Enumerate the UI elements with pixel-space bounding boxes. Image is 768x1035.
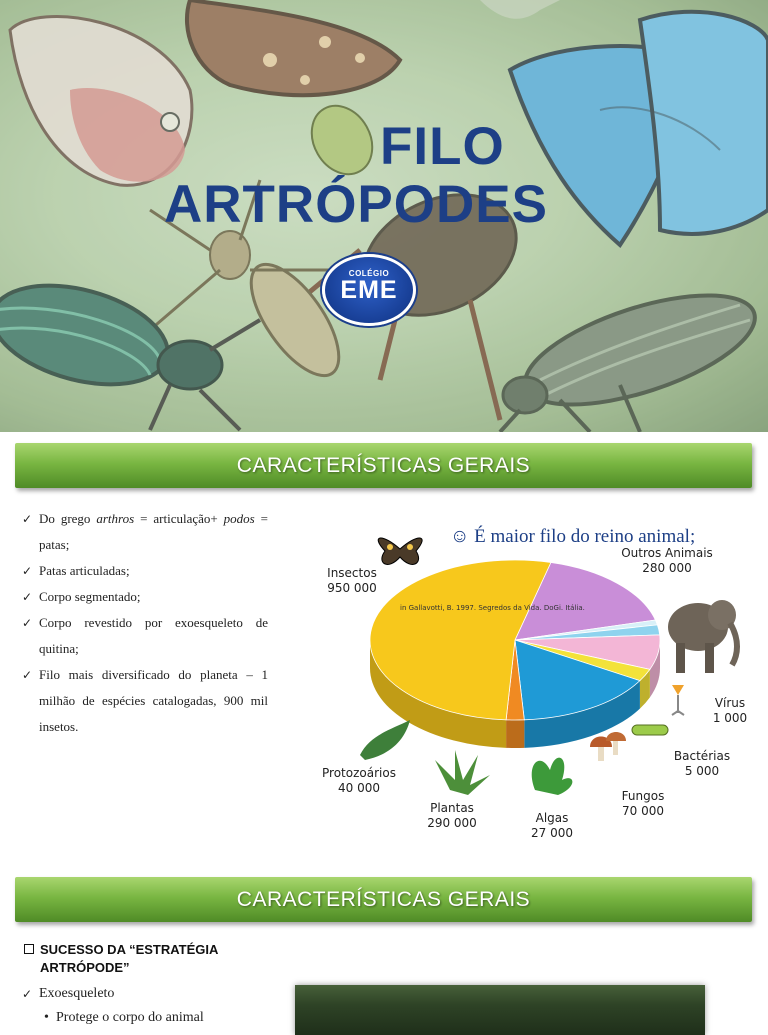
pie-slice-wall bbox=[506, 720, 524, 748]
algae-icon bbox=[532, 758, 573, 795]
chart-source-note: in Gallavotti, B. 1997. Segredos da Vida. DoGi. Itália. bbox=[400, 604, 585, 612]
section-header-bar bbox=[15, 443, 752, 488]
cover-slide bbox=[0, 0, 768, 432]
list-item: ✓ Patas articuladas; bbox=[20, 558, 268, 584]
strategy-subtitle-text: SUCESSO DA “ESTRATÉGIA ARTRÓPODE” bbox=[40, 942, 218, 975]
list-item: ✓ Filo mais diversificado do planeta – 1 milhão de espécies catalogadas, 900 mil insetos. bbox=[20, 662, 268, 740]
species-pie-chart bbox=[300, 515, 755, 845]
pie-label: Bactérias bbox=[673, 749, 731, 763]
butterfly-icon bbox=[378, 538, 422, 564]
bacteria-icon bbox=[632, 725, 668, 735]
item-text-italic: podos bbox=[223, 511, 255, 526]
pie-label: Fungos bbox=[621, 789, 665, 803]
pie-value-label: 280 000 bbox=[642, 561, 692, 575]
section-header-bar-2 bbox=[15, 877, 752, 922]
title-line-1: FILO bbox=[380, 117, 505, 176]
section-header-title: CARACTERÍSTICAS GERAIS bbox=[236, 454, 531, 477]
list-item: ✓ Corpo revestido por exoesqueleto de quitina; bbox=[20, 610, 268, 662]
strategy-subtitle bbox=[24, 941, 270, 977]
item-text-italic: arthros bbox=[96, 511, 135, 526]
virus-icon bbox=[672, 685, 684, 715]
characteristics-list bbox=[20, 506, 268, 740]
pie-value-label: 950 000 bbox=[327, 581, 377, 595]
pie-label: Vírus bbox=[714, 696, 746, 710]
pie-value-label: 1 000 bbox=[712, 711, 748, 725]
list-item: ✓ Corpo segmentado; bbox=[20, 584, 268, 610]
pie-label: Outros Animais bbox=[621, 546, 713, 560]
pie-value-label: 27 000 bbox=[531, 826, 573, 840]
pie-label: Algas bbox=[535, 811, 569, 825]
sub-list-item: • Protege o corpo do animal bbox=[20, 1006, 280, 1030]
section-header-title-2: CARACTERÍSTICAS GERAIS bbox=[236, 888, 531, 911]
item-text: = patas; bbox=[39, 511, 268, 552]
title-line-2: ARTRÓPODES bbox=[164, 175, 548, 234]
logo-small-text: COLÉGIO bbox=[348, 269, 390, 278]
elephant-icon bbox=[668, 600, 737, 673]
pie-label: Insectos bbox=[327, 566, 377, 580]
mushroom-icon bbox=[590, 732, 626, 761]
item-text: = articulação+ bbox=[134, 511, 224, 526]
pie-value-label: 5 000 bbox=[684, 764, 720, 778]
pie-label: Protozoários bbox=[322, 766, 396, 780]
item-text: Do grego bbox=[39, 511, 97, 526]
pie-value-label: 40 000 bbox=[338, 781, 380, 795]
pie-value-label: 290 000 bbox=[427, 816, 477, 830]
pie-slices bbox=[370, 560, 660, 720]
chart-title: ☺ É maior filo do reino animal; bbox=[450, 526, 696, 547]
plant-icon bbox=[435, 750, 490, 795]
strategy-list bbox=[20, 982, 280, 1030]
logo-big-text: EME bbox=[340, 276, 398, 304]
pie-value-label: 70 000 bbox=[622, 804, 664, 818]
protozoa-icon bbox=[360, 720, 410, 760]
cover-title bbox=[160, 118, 580, 234]
slide-photo bbox=[295, 985, 705, 1035]
list-item bbox=[20, 506, 268, 558]
list-item: ✓ Exoesqueleto bbox=[20, 982, 280, 1006]
checkbox-bullet-icon bbox=[24, 944, 34, 954]
pie-label: Plantas bbox=[430, 801, 474, 815]
eme-logo bbox=[322, 254, 416, 326]
